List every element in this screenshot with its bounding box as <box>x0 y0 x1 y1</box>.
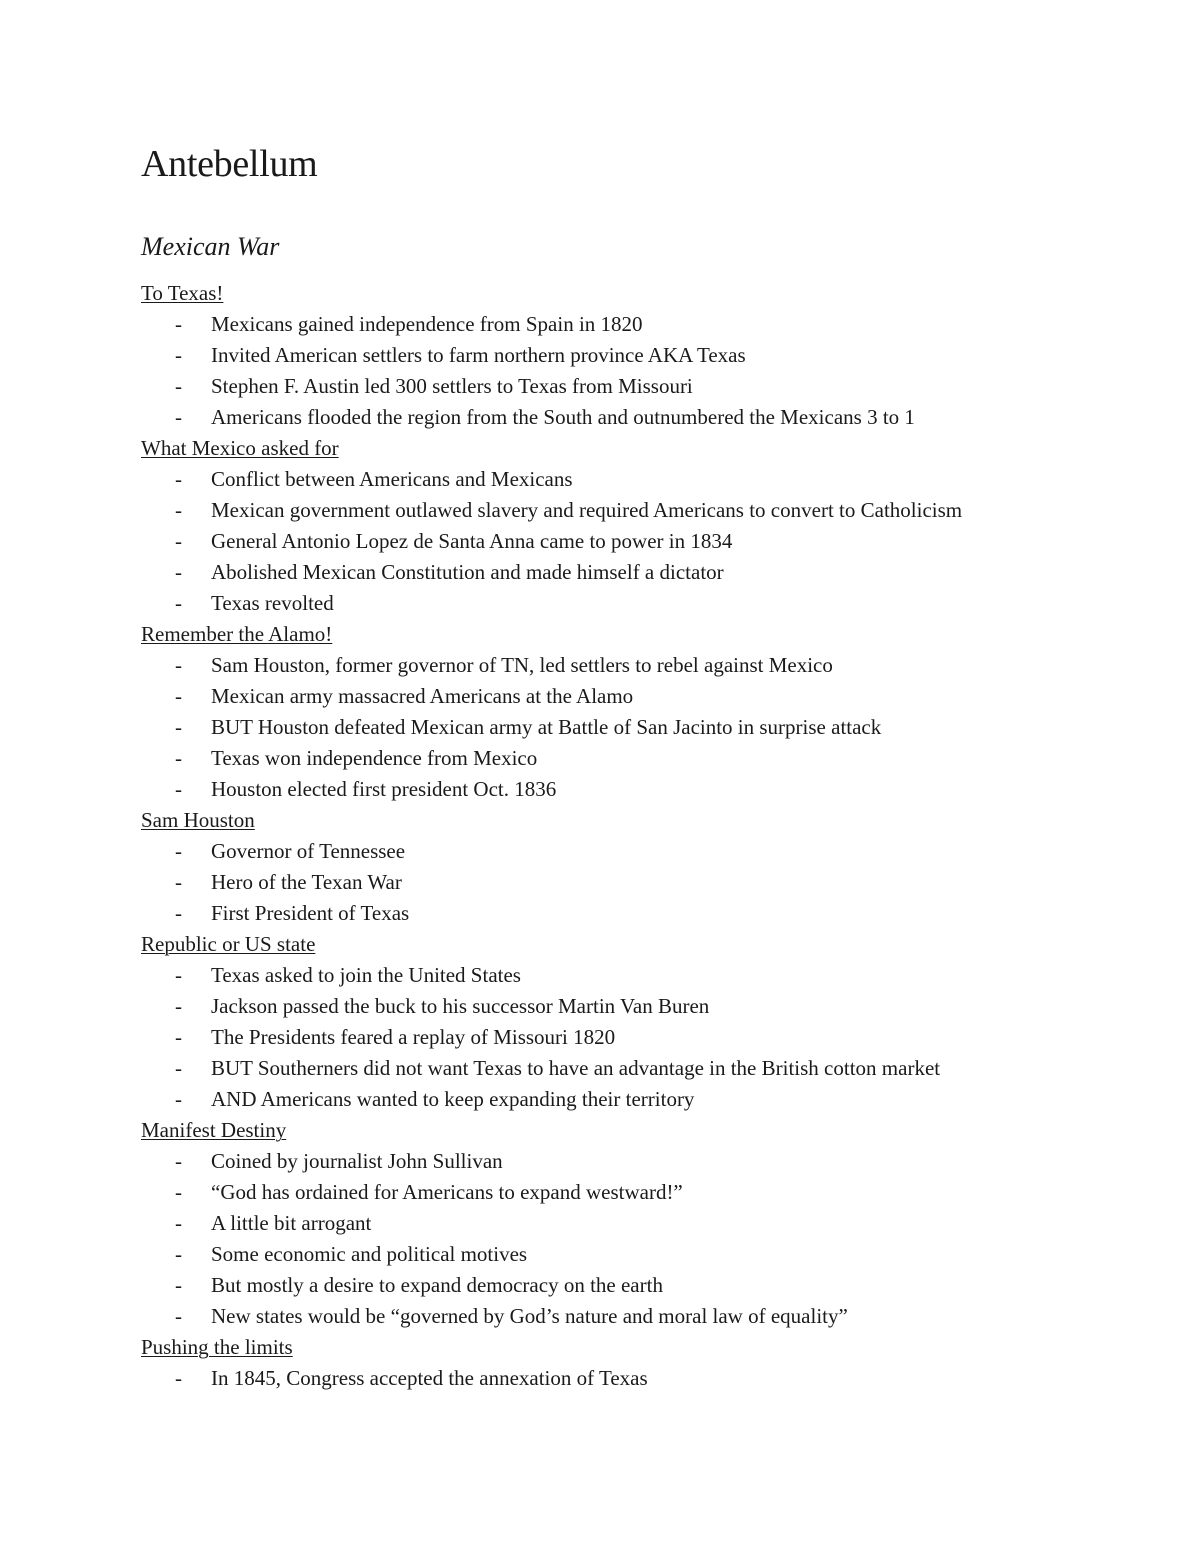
bullet-dash: - <box>175 405 182 429</box>
subsection-heading: Sam Houston <box>141 808 255 832</box>
list-item-text: Texas won independence from Mexico <box>211 746 538 770</box>
list-item <box>141 1177 1081 1208</box>
list-item-text: Houston elected first president Oct. 1836 <box>211 777 557 801</box>
subsection <box>141 805 1081 929</box>
list-item <box>141 1053 1081 1084</box>
bullet-dash: - <box>175 1180 182 1204</box>
list-item-text: Texas asked to join the United States <box>211 963 521 987</box>
bullet-dash: - <box>175 1025 182 1049</box>
bullet-list <box>141 836 1081 929</box>
bullet-dash: - <box>175 994 182 1018</box>
bullet-dash: - <box>175 684 182 708</box>
list-item <box>141 1301 1081 1332</box>
list-item-text: Stephen F. Austin led 300 settlers to Texas from Missouri <box>211 374 693 398</box>
list-item-text: Invited American settlers to farm northern province AKA Texas <box>211 343 746 367</box>
subsection <box>141 278 1081 433</box>
list-item-text: “God has ordained for Americans to expand westward!” <box>211 1180 683 1204</box>
list-item-text: Some economic and political motives <box>211 1242 528 1266</box>
bullet-dash: - <box>175 560 182 584</box>
list-item-text: Americans flooded the region from the South and outnumbered the Mexicans 3 to 1 <box>211 405 915 429</box>
list-item <box>141 991 1081 1022</box>
bullet-list <box>141 960 1081 1115</box>
bullet-list <box>141 650 1081 805</box>
list-item <box>141 309 1081 340</box>
subsection <box>141 1332 1081 1394</box>
section-title: Mexican War <box>141 232 280 261</box>
subsection <box>141 433 1081 619</box>
list-item <box>141 743 1081 774</box>
list-item-text: Mexican government outlawed slavery and required Americans to convert to Catholicism <box>211 498 963 522</box>
list-item <box>141 371 1081 402</box>
list-item-text: Jackson passed the buck to his successor Martin Van Buren <box>211 994 710 1018</box>
list-item-text: Hero of the Texan War <box>211 870 402 894</box>
list-item <box>141 867 1081 898</box>
list-item <box>141 650 1081 681</box>
list-item-text: BUT Southerners did not want Texas to have an advantage in the British cotton market <box>211 1056 941 1080</box>
subsections-container <box>141 278 1081 1394</box>
bullet-dash: - <box>175 1242 182 1266</box>
list-item-text: But mostly a desire to expand democracy on the earth <box>211 1273 663 1297</box>
bullet-dash: - <box>175 591 182 615</box>
bullet-dash: - <box>175 343 182 367</box>
bullet-dash: - <box>175 1211 182 1235</box>
list-item <box>141 898 1081 929</box>
document-page <box>141 140 1081 1394</box>
list-item-text: BUT Houston defeated Mexican army at Battle of San Jacinto in surprise attack <box>211 715 882 739</box>
bullet-dash: - <box>175 374 182 398</box>
list-item-text: Governor of Tennessee <box>211 839 406 863</box>
bullet-dash: - <box>175 777 182 801</box>
list-item <box>141 836 1081 867</box>
list-item-text: Texas revolted <box>211 591 334 615</box>
list-item <box>141 960 1081 991</box>
bullet-dash: - <box>175 653 182 677</box>
list-item <box>141 402 1081 433</box>
bullet-list <box>141 1146 1081 1332</box>
list-item-text: Mexicans gained independence from Spain in 1820 <box>211 312 643 336</box>
document-title: Antebellum <box>141 143 318 185</box>
list-item-text: General Antonio Lopez de Santa Anna came to power in 1834 <box>211 529 733 553</box>
list-item <box>141 774 1081 805</box>
bullet-dash: - <box>175 529 182 553</box>
list-item-text: Abolished Mexican Constitution and made himself a dictator <box>211 560 724 584</box>
bullet-dash: - <box>175 1366 182 1390</box>
subsection-heading: What Mexico asked for <box>141 436 339 460</box>
subsection-heading: Manifest Destiny <box>141 1118 287 1142</box>
bullet-dash: - <box>175 1304 182 1328</box>
bullet-dash: - <box>175 1273 182 1297</box>
list-item-text: Sam Houston, former governor of TN, led settlers to rebel against Mexico <box>211 653 833 677</box>
bullet-dash: - <box>175 312 182 336</box>
list-item <box>141 464 1081 495</box>
list-item <box>141 1363 1081 1394</box>
list-item <box>141 495 1081 526</box>
bullet-dash: - <box>175 746 182 770</box>
list-item <box>141 1146 1081 1177</box>
list-item <box>141 1239 1081 1270</box>
bullet-dash: - <box>175 839 182 863</box>
bullet-list <box>141 309 1081 433</box>
bullet-dash: - <box>175 1087 182 1111</box>
list-item-text: New states would be “governed by God’s nature and moral law of equality” <box>211 1304 848 1328</box>
list-item <box>141 588 1081 619</box>
bullet-dash: - <box>175 467 182 491</box>
list-item-text: Conflict between Americans and Mexicans <box>211 467 573 491</box>
list-item <box>141 1084 1081 1115</box>
list-item <box>141 712 1081 743</box>
bullet-dash: - <box>175 870 182 894</box>
list-item <box>141 340 1081 371</box>
list-item-text: AND Americans wanted to keep expanding their territory <box>211 1087 695 1111</box>
bullet-dash: - <box>175 1149 182 1173</box>
list-item <box>141 526 1081 557</box>
bullet-dash: - <box>175 901 182 925</box>
subsection-heading: Pushing the limits <box>141 1335 293 1359</box>
list-item <box>141 557 1081 588</box>
list-item-text: The Presidents feared a replay of Missouri 1820 <box>211 1025 616 1049</box>
bullet-dash: - <box>175 498 182 522</box>
subsection-heading: Remember the Alamo! <box>141 622 333 646</box>
list-item <box>141 1022 1081 1053</box>
bullet-dash: - <box>175 1056 182 1080</box>
subsection <box>141 1115 1081 1332</box>
subsection <box>141 619 1081 805</box>
subsection-heading: To Texas! <box>141 281 224 305</box>
bullet-list <box>141 464 1081 619</box>
list-item-text: First President of Texas <box>211 901 410 925</box>
bullet-dash: - <box>175 963 182 987</box>
list-item-text: In 1845, Congress accepted the annexation of Texas <box>211 1366 648 1390</box>
list-item <box>141 1208 1081 1239</box>
list-item <box>141 1270 1081 1301</box>
bullet-dash: - <box>175 715 182 739</box>
list-item <box>141 681 1081 712</box>
list-item-text: Mexican army massacred Americans at the Alamo <box>211 684 634 708</box>
bullet-list <box>141 1363 1081 1394</box>
list-item-text: Coined by journalist John Sullivan <box>211 1149 503 1173</box>
subsection-heading: Republic or US state <box>141 932 316 956</box>
list-item-text: A little bit arrogant <box>211 1211 372 1235</box>
subsection <box>141 929 1081 1115</box>
